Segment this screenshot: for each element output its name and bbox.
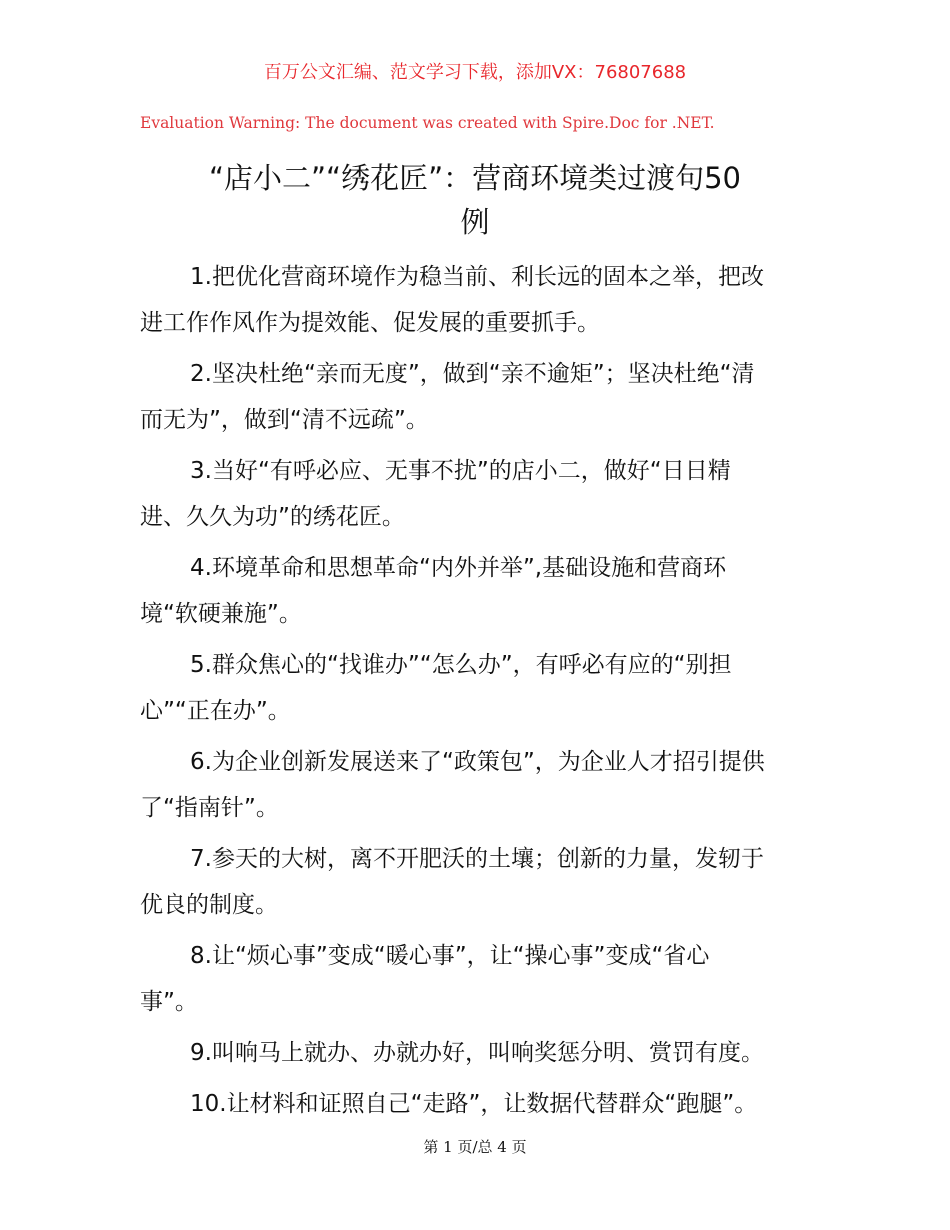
paragraph-line: 进、久久为功”的绣花匠。 [140,504,405,530]
paragraph [140,1030,820,1076]
paragraph-line: 7.参天的大树，离不开肥沃的土壤；创新的力量，发轫于 [190,846,764,872]
paragraph [140,836,820,928]
paragraph-line: 事”。 [140,989,198,1015]
paragraph-line: 3.当好“有呼必应、无事不扰”的店小二，做好“日日精 [190,458,731,484]
paragraph [140,545,820,637]
paragraph-line: 优良的制度。 [140,892,278,918]
paragraph [140,1081,820,1127]
paragraph-line: 10.让材料和证照自己“走路”，让数据代替群众“跑腿”。 [190,1091,758,1117]
paragraph [140,254,820,346]
paragraph-line: 9.叫响马上就办、办就办好，叫响奖惩分明、赏罚有度。 [190,1040,764,1066]
paragraph-line: 而无为”，做到“清不远疏”。 [140,407,429,433]
paragraph-line: 4.环境革命和思想革命“内外并举”,基础设施和营商环 [190,555,727,581]
paragraph [140,933,820,1025]
paragraph-line: 5.群众焦心的“找谁办”“怎么办”，有呼必有应的“别担 [190,652,732,678]
paragraph-line: 进工作作风作为提效能、促发展的重要抓手。 [140,310,600,336]
paragraph-line: 8.让“烦心事”变成“暖心事”，让“操心事”变成“省心 [190,943,710,969]
document-title [140,156,810,244]
document-body [140,254,820,1132]
page-footer: 第 1 页/总 4 页 [423,1138,527,1156]
promo-header: 百万公文汇编、范文学习下载，添加VX：76807688 [263,62,687,83]
paragraph [140,739,820,831]
paragraph [140,448,820,540]
paragraph [140,642,820,734]
paragraph-line: 境“软硬兼施”。 [140,601,302,627]
evaluation-warning: Evaluation Warning: The document was created with Spire.Doc for .NET. [140,114,715,132]
paragraph [140,351,820,443]
paragraph-line: 心”“正在办”。 [140,698,291,724]
title-line: 例 [460,205,490,239]
title-line: “店小二”“绣花匠”：营商环境类过渡句50 [209,161,741,195]
paragraph-line: 6.为企业创新发展送来了“政策包”，为企业人才招引提供 [190,749,765,775]
paragraph-line: 了“指南针”。 [140,795,279,821]
paragraph-line: 2.坚决杜绝“亲而无度”，做到“亲不逾矩”；坚决杜绝“清 [190,361,755,387]
paragraph-line: 1.把优化营商环境作为稳当前、利长远的固本之举，把改 [190,264,764,290]
